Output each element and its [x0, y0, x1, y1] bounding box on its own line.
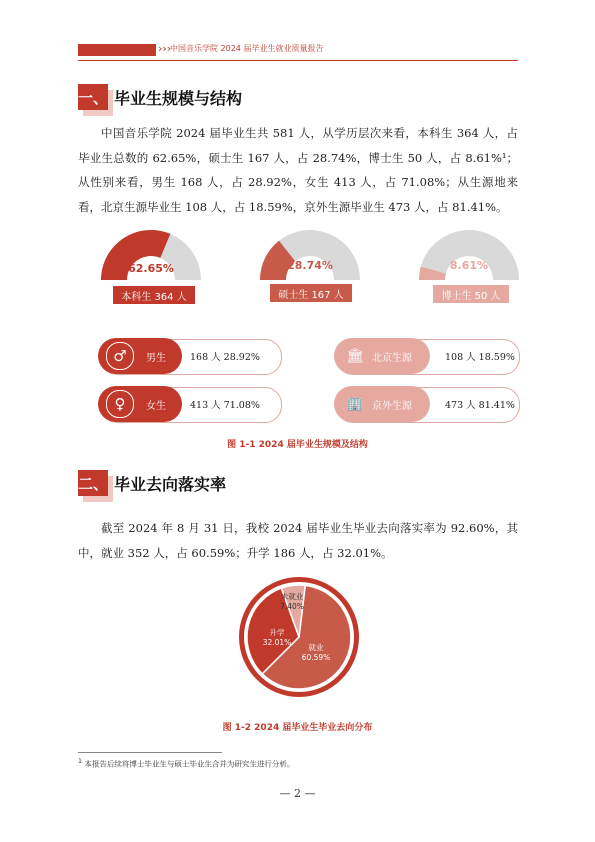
stat-female-header — [98, 386, 182, 422]
footnote-text: 本报告后续将博士毕业生与硕士毕业生合并为研究生进行分析。 — [84, 759, 295, 769]
office-building-icon: 🏢 — [346, 396, 364, 412]
stat-female-label: 女生 — [146, 400, 166, 412]
building-icon: 🏛 — [346, 348, 364, 364]
section2-paragraph: 截至 2024 年 8 月 31 日，我校 2024 届毕业生毕业去向落实率为 92.60%，其中，就业 352 人，占 60.59%；升学 186 人，占 32.01%。 — [78, 521, 518, 560]
gauge-doctor-label: 博士生 50 人 — [433, 285, 509, 303]
section-title: 毕业生规模与结构 — [114, 89, 243, 108]
section-title: 毕业去向落实率 — [114, 475, 227, 494]
stat-male-label: 男生 — [146, 352, 166, 364]
stat-male-header — [98, 338, 182, 374]
pie-label-employment: 就业 60.59% — [301, 643, 331, 662]
stat-outside-header — [334, 386, 430, 422]
section-number: 二、 — [78, 470, 108, 496]
pie-label-unemployed: 未就业 7.40% — [280, 592, 304, 611]
stat-female-value: 413 人 71.08% — [190, 400, 260, 411]
gauge-doctor-percent: 8.61% — [449, 259, 489, 272]
footnote — [78, 758, 294, 770]
header-title: 中国音乐学院 2024 届毕业生就业质量报告 — [170, 44, 324, 53]
figure-caption-1: 图 1-1 2024 届毕业生规模及结构 — [227, 440, 368, 450]
header-chevrons: ››› — [158, 42, 172, 55]
header-accent-bar — [78, 44, 156, 56]
stat-beijing-value: 108 人 18.59% — [445, 352, 515, 363]
section1-paragraph: 中国音乐学院 2024 届毕业生共 581 人，从学历层次来看，本科生 364 人，占毕业生总数的 62.65%，硕士生 167 人，占 28.74%，博士生 50 人，占 8.61%¹；从性别来看，男生 168 人，占 28.92%，女生 413 人，占 71.08%；从生源地来看，北京生源毕业生 108 人，占 18.59%，京外生源毕业生 473 人，占 81.41%。 — [78, 126, 518, 214]
gauge-undergrad-percent: 62.65% — [128, 262, 174, 275]
footnote-divider — [78, 752, 222, 753]
footnote-mark: 1 — [78, 758, 82, 765]
header-divider — [78, 60, 518, 61]
stat-male-value: 168 人 28.92% — [190, 352, 260, 363]
female-icon: ♀ — [106, 390, 134, 418]
stat-outside-label: 京外生源 — [372, 400, 412, 412]
figure-caption-2: 图 1-2 2024 届毕业生毕业去向分布 — [222, 723, 373, 733]
gauge-undergrad-label: 本科生 364 人 — [113, 286, 195, 304]
section-number: 一、 — [78, 84, 108, 110]
pie-label-further-study: 升学 32.01% — [262, 628, 292, 647]
gauge-master-percent: 28.74% — [287, 259, 333, 272]
page-number: — 2 — — [279, 787, 316, 800]
stat-beijing-header — [334, 338, 430, 374]
stat-outside-value: 473 人 81.41% — [445, 400, 515, 411]
gauge-master-label: 硕士生 167 人 — [270, 284, 352, 302]
male-icon: ♂ — [106, 342, 134, 370]
stat-beijing-label: 北京生源 — [372, 352, 412, 364]
